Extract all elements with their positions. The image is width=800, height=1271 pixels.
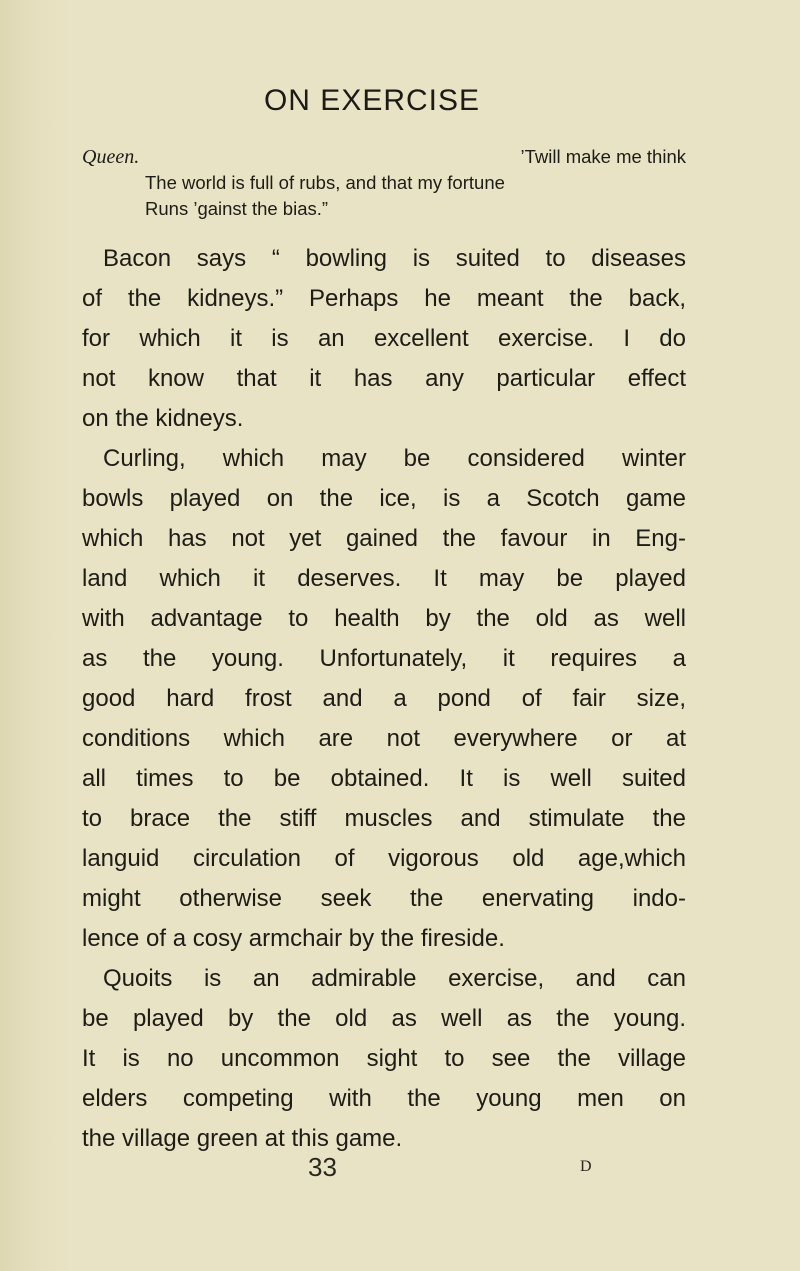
- paragraph-curling-line: lence of a cosy armchair by the fireside.: [82, 925, 505, 952]
- paragraph-quoits-line: the village green at this game.: [82, 1125, 403, 1152]
- paragraph-quoits-line: be played by the old as well as the young.: [82, 1005, 686, 1032]
- paragraph-curling-line: good hard frost and a pond of fair size,: [82, 685, 686, 712]
- paragraph-curling-line: all times to be obtained. It is well suited: [82, 765, 686, 792]
- paragraph-quoits-line: It is no uncommon sight to see the village: [82, 1045, 686, 1072]
- paragraph-bacon-line: for which it is an excellent exercise. I do: [82, 325, 686, 352]
- quote-text-line-1: ’Twill make me think: [520, 146, 686, 167]
- paragraph-curling-line: land which it deserves. It may be played: [82, 565, 686, 592]
- paragraph-bacon-line: not know that it has any particular effect: [82, 365, 686, 392]
- paragraph-curling-line: conditions which are not everywhere or at: [82, 725, 686, 752]
- paragraph-bacon-line: on the kidneys.: [82, 405, 244, 432]
- verse-quotation: [82, 144, 686, 222]
- paragraph-curling-line: might otherwise seek the enervating indo-: [82, 885, 686, 912]
- running-head: ON EXERCISE: [263, 84, 481, 117]
- paragraph-curling-line: with advantage to health by the old as well: [82, 605, 686, 632]
- paragraph-curling-line: bowls played on the ice, is a Scotch game: [82, 485, 686, 512]
- paragraph-curling-line: to brace the stiff muscles and stimulate the: [82, 805, 686, 832]
- paragraph-curling-line: Curling, which may be considered winter: [103, 445, 686, 472]
- page-number: 33: [308, 1152, 337, 1182]
- quote-line-1: [82, 144, 686, 170]
- paragraph-curling-line: which has not yet gained the favour in Eng-: [82, 525, 686, 552]
- signature-mark: D: [580, 1158, 592, 1175]
- paragraph-bacon-line: of the kidneys.” Perhaps he meant the back,: [82, 285, 686, 312]
- paragraph-bacon-line: Bacon says “ bowling is suited to diseases: [103, 245, 686, 272]
- paragraph-curling-line: languid circulation of vigorous old age,which: [82, 845, 686, 872]
- paragraph-quoits-line: Quoits is an admirable exercise, and can: [103, 965, 686, 992]
- quote-text-line-3: Runs ’gainst the bias.”: [145, 198, 329, 219]
- page-edge-shadow: [0, 0, 70, 1271]
- paragraph-curling-line: as the young. Unfortunately, it requires a: [82, 645, 686, 672]
- quote-text-line-2: The world is full of rubs, and that my fortune: [145, 172, 505, 193]
- paragraph-quoits-line: elders competing with the young men on: [82, 1085, 686, 1112]
- body-text: [82, 239, 686, 1159]
- quote-speaker: Queen.: [82, 146, 140, 168]
